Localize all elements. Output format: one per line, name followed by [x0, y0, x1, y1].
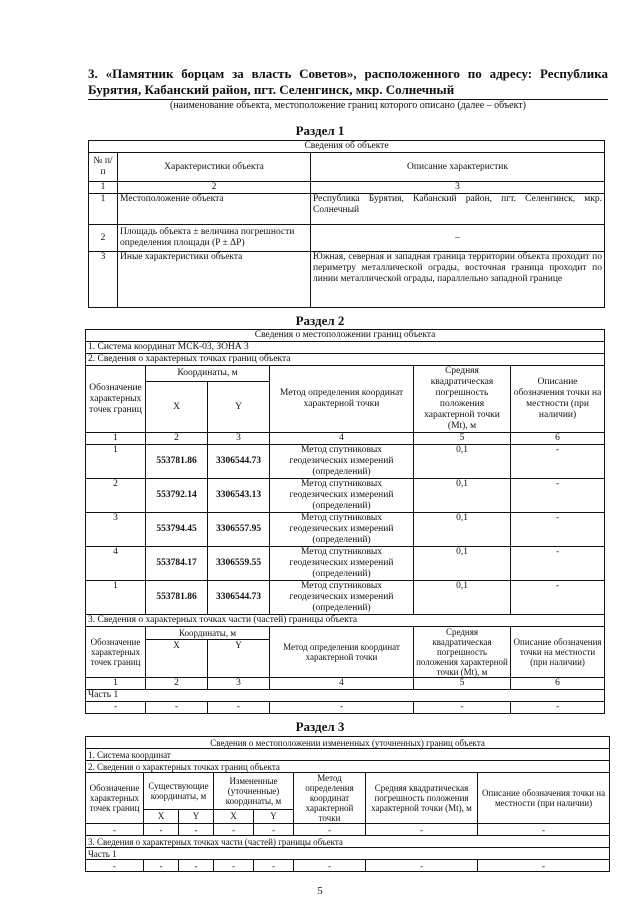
part-label: Часть 1	[86, 848, 610, 860]
point-id: 3	[86, 513, 146, 547]
empty-cell: -	[144, 824, 179, 836]
section-1-header: Сведения об объекте	[89, 141, 605, 153]
point-id: 1	[86, 581, 146, 615]
point-accuracy: 0,1	[414, 547, 511, 581]
part-col-coordinates-header: Координаты, м	[146, 627, 270, 640]
col-accuracy-header: Средняя квадратическая погрешность положения характерной точки (Mt), м	[366, 773, 478, 824]
points-header: 2. Сведения о характерных точках границ объекта	[86, 761, 610, 773]
index-cell: 1	[86, 678, 146, 690]
point-y: 3306544.73	[208, 581, 270, 615]
index-cell: 2	[146, 678, 208, 690]
table-row	[86, 547, 605, 581]
point-accuracy: 0,1	[414, 581, 511, 615]
col-y-header: Y	[179, 809, 214, 823]
col-number-header: № п/п	[89, 153, 118, 182]
col-description-header: Описание обозначения точки на местности (при наличии)	[478, 773, 610, 824]
empty-cell: -	[144, 860, 179, 872]
col-changed-coords-header: Измененные (уточненные) координаты, м	[214, 773, 294, 810]
table-row	[86, 445, 605, 479]
index-cell: 3	[208, 678, 270, 690]
point-y: 3306557.95	[208, 513, 270, 547]
row-characteristic: Местоположение объекта	[118, 194, 311, 225]
col-x-header: X	[146, 382, 208, 433]
table-row	[89, 225, 605, 252]
col-method-header: Метод определения координат характерной точки	[294, 773, 366, 824]
index-cell: 5	[414, 678, 511, 690]
table-row	[86, 581, 605, 615]
empty-cell: -	[146, 702, 208, 714]
section-3-title: Раздел 3	[295, 719, 345, 734]
empty-cell: -	[86, 702, 146, 714]
table-row	[86, 513, 605, 547]
col-description-header: Описание характеристик	[311, 153, 605, 182]
index-cell: 4	[270, 678, 414, 690]
empty-cell: -	[366, 824, 478, 836]
empty-cell: -	[208, 702, 270, 714]
empty-cell: -	[294, 824, 366, 836]
row-description: Южная, северная и западная граница территории объекта проходит по периметру металлической ограды, восточная граница проходит по линии металлической ограды, параллельно западной границе	[311, 252, 605, 308]
part-col-x-header: X	[146, 640, 208, 678]
table-row	[86, 479, 605, 513]
point-accuracy: 0,1	[414, 479, 511, 513]
empty-cell: -	[366, 860, 478, 872]
row-number: 2	[89, 225, 118, 252]
table-row	[86, 824, 610, 836]
point-description: -	[511, 513, 605, 547]
point-accuracy: 0,1	[414, 445, 511, 479]
section-2-table	[85, 329, 605, 714]
point-description: -	[511, 547, 605, 581]
point-y: 3306544.73	[208, 445, 270, 479]
index-cell: 3	[311, 182, 605, 194]
points-header: 2. Сведения о характерных точках границ объекта	[86, 354, 605, 366]
table-row	[86, 702, 605, 714]
empty-cell: -	[86, 824, 144, 836]
empty-cell: -	[179, 824, 214, 836]
point-method: Метод спутниковых геодезических измерений (определений)	[270, 581, 414, 615]
col-accuracy-header: Средняя квадратическая погрешность положения характерной точки (Mt), м	[414, 366, 511, 433]
col-y-header: Y	[254, 809, 294, 823]
index-cell: 3	[208, 433, 270, 445]
part-col-point-header: Обозначение характерных точек границ	[86, 627, 146, 678]
empty-cell: -	[414, 702, 511, 714]
page-number: 5	[317, 885, 323, 897]
section-3-table	[85, 736, 610, 872]
point-method: Метод спутниковых геодезических измерений (определений)	[270, 547, 414, 581]
empty-cell: -	[179, 860, 214, 872]
col-x-header: X	[214, 809, 254, 823]
empty-cell: -	[86, 860, 144, 872]
col-point-header: Обозначение характерных точек границ	[86, 773, 144, 824]
section-2-header: Сведения о местоположении границ объекта	[86, 330, 605, 342]
col-point-header: Обозначение характерных точек границ	[86, 366, 146, 433]
object-title: 3. «Памятник борцам за власть Советов», расположенного по адресу: Республика Бурятия, Кабанский район, пгт. Селенгинск, мкр. Солнечный	[88, 66, 608, 97]
point-id: 2	[86, 479, 146, 513]
index-cell: 6	[511, 433, 605, 445]
empty-cell: -	[478, 860, 610, 872]
table-row	[86, 860, 610, 872]
row-characteristic: Площадь объекта ± величина погрешности определения площади (P ± ΔP)	[118, 225, 311, 252]
index-cell: 4	[270, 433, 414, 445]
point-x: 553794.45	[146, 513, 208, 547]
point-method: Метод спутниковых геодезических измерений (определений)	[270, 445, 414, 479]
empty-cell: -	[214, 824, 254, 836]
point-accuracy: 0,1	[414, 513, 511, 547]
object-subtitle: (наименование объекта, местоположение границ которого описано (далее – объект)	[169, 100, 527, 111]
empty-cell: -	[214, 860, 254, 872]
col-description-header: Описание обозначения точки на местности (при наличии)	[511, 366, 605, 433]
part-col-description-header: Описание обозначения точки на местности (при наличии)	[511, 627, 605, 678]
index-cell: 5	[414, 433, 511, 445]
table-row	[89, 194, 605, 225]
point-id: 4	[86, 547, 146, 581]
col-y-header: Y	[208, 382, 270, 433]
point-description: -	[511, 445, 605, 479]
part-col-method-header: Метод определения координат характерной точки	[270, 627, 414, 678]
section-3-header: Сведения о местоположении измененных (уточненных) границ объекта	[86, 737, 610, 749]
point-method: Метод спутниковых геодезических измерений (определений)	[270, 513, 414, 547]
empty-cell: -	[294, 860, 366, 872]
point-method: Метод спутниковых геодезических измерений (определений)	[270, 479, 414, 513]
part-points-header: 3. Сведения о характерных точках части (частей) границы объекта	[86, 836, 610, 848]
point-x: 553781.86	[146, 445, 208, 479]
point-x: 553781.86	[146, 581, 208, 615]
empty-cell: -	[254, 824, 294, 836]
point-id: 1	[86, 445, 146, 479]
index-cell: 2	[118, 182, 311, 194]
index-cell: 1	[86, 433, 146, 445]
point-description: -	[511, 479, 605, 513]
point-x: 553792.14	[146, 479, 208, 513]
part-col-y-header: Y	[208, 640, 270, 678]
part-col-accuracy-header: Средняя квадратическая погрешность положения характерной точки (Mt), м	[414, 627, 511, 678]
row-number: 3	[89, 252, 118, 308]
row-description: Республика Бурятия, Кабанский район, пгт. Селенгинск, мкр. Солнечный	[311, 194, 605, 225]
col-x-header: X	[144, 809, 179, 823]
row-number: 1	[89, 194, 118, 225]
table-row	[89, 252, 605, 308]
col-method-header: Метод определения координат характерной точки	[270, 366, 414, 433]
part-label: Часть 1	[86, 690, 605, 702]
section-1-title: Раздел 1	[295, 123, 345, 138]
col-coordinates-header: Координаты, м	[146, 366, 270, 382]
point-y: 3306559.55	[208, 547, 270, 581]
empty-cell: -	[478, 824, 610, 836]
point-description: -	[511, 581, 605, 615]
section-1-table	[88, 140, 605, 308]
row-description: –	[311, 225, 605, 252]
col-existing-coords-header: Существующие координаты, м	[144, 773, 214, 810]
coordinate-system: 1. Система координат МСК-03, ЗОНА 3	[86, 342, 605, 354]
empty-cell: -	[511, 702, 605, 714]
index-cell: 1	[89, 182, 118, 194]
index-cell: 6	[511, 678, 605, 690]
point-y: 3306543.13	[208, 479, 270, 513]
coordinate-system: 1. Система координат	[86, 749, 610, 761]
row-characteristic: Иные характеристики объекта	[118, 252, 311, 308]
empty-cell: -	[254, 860, 294, 872]
col-characteristics-header: Характеристики объекта	[118, 153, 311, 182]
part-points-header: 3. Сведения о характерных точках части (частей) границы объекта	[86, 615, 605, 627]
empty-cell: -	[270, 702, 414, 714]
index-cell: 2	[146, 433, 208, 445]
point-x: 553784.17	[146, 547, 208, 581]
section-2-title: Раздел 2	[295, 313, 345, 328]
